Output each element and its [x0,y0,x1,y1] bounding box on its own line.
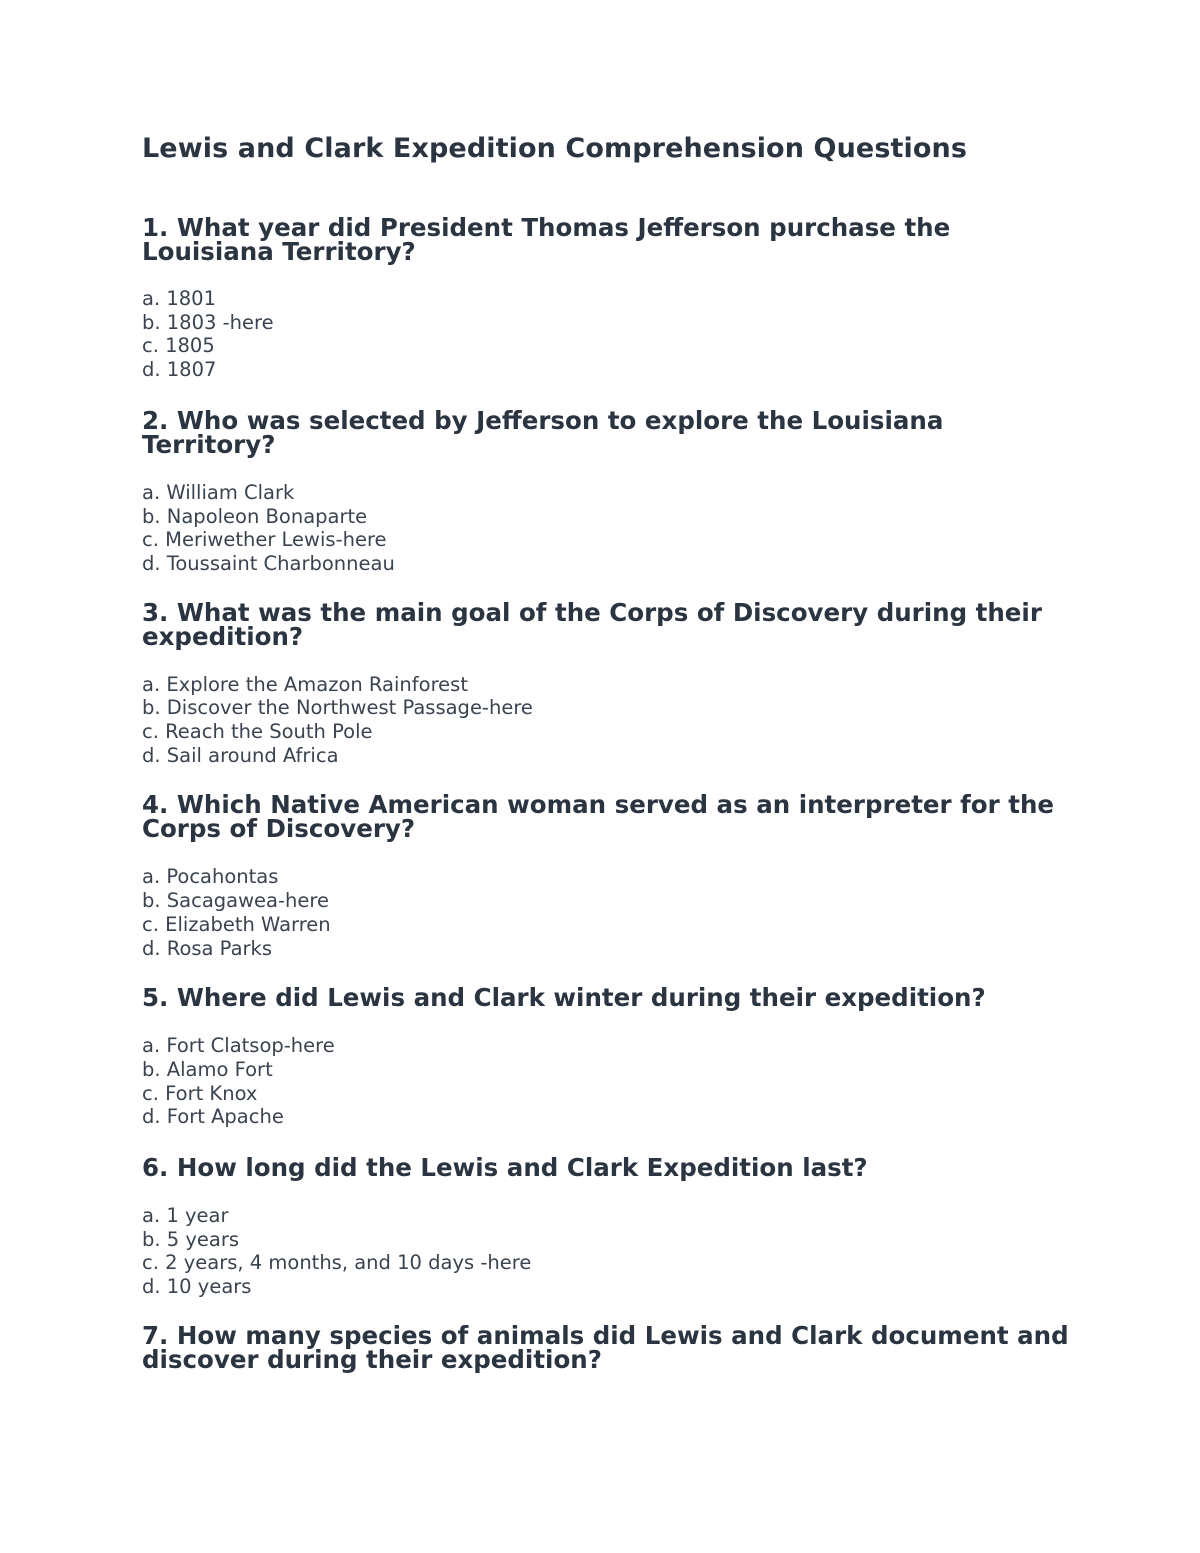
question-4 [142,790,1072,960]
answer-option-d: d. 1807 [142,358,217,382]
answer-option-d: d. Sail around Africa [142,743,339,767]
answer-option-c: c. Elizabeth Warren [142,912,331,936]
answer-option-d: d. Toussaint Charbonneau [142,551,395,575]
question-1 [142,213,1072,382]
answer-option-d: d. Rosa Parks [142,936,272,960]
answer-options [142,481,1072,576]
answer-option-a: a. Fort Clatsop-here [142,1034,335,1058]
answer-option-a: a. Pocahontas [142,865,279,889]
answer-option-b: b. Sacagawea-here [142,889,329,913]
answer-options [142,1204,1072,1299]
answer-option-b: b. Alamo Fort [142,1057,273,1081]
question-text: 6. How long did the Lewis and Clark Expedition last? [142,1153,868,1183]
answer-option-a: a. William Clark [142,480,295,504]
question-5 [142,983,1072,1129]
answer-option-b: b. 1803 -here [142,310,274,334]
answer-option-c: c. Fort Knox [142,1081,258,1105]
question-text: 4. Which Native American woman served as an interpreter for the Corps of Discovery? [142,790,1055,844]
document-page [142,131,1072,1372]
question-text: 1. What year did President Thomas Jefferson purchase the Louisiana Territory? [142,213,951,266]
answer-option-a: a. 1801 [142,287,216,310]
question-3 [142,597,1072,768]
question-text: 3. What was the main goal of the Corps of Discovery during their expedition? [142,597,1042,651]
answer-options [142,673,1072,768]
answer-options [142,287,1072,382]
answer-option-c: c. Meriwether Lewis-here [142,528,387,552]
answer-option-c: c. Reach the South Pole [142,720,373,744]
answer-option-b: b. 5 years [142,1227,240,1251]
document-title: Lewis and Clark Expedition Comprehension Questions [142,133,967,164]
question-text: 7. How many species of animals did Lewis and Clark document and discover during their expedition? [142,1320,1069,1374]
answer-option-d: d. 10 years [142,1275,252,1299]
answer-option-d: d. Fort Apache [142,1105,284,1129]
question-text: 5. Where did Lewis and Clark winter during their expedition? [142,983,986,1013]
answer-option-c: c. 2 years, 4 months, and 10 days -here [142,1251,532,1275]
answer-options [142,1034,1072,1129]
answer-option-b: b. Discover the Northwest Passage-here [142,696,533,720]
question-6 [142,1153,1072,1299]
answer-options [142,865,1072,960]
answer-option-a: a. 1 year [142,1204,229,1228]
question-text: 2. Who was selected by Jefferson to explore the Louisiana Territory? [142,405,944,459]
answer-option-b: b. Napoleon Bonaparte [142,504,368,528]
question-2 [142,405,1072,576]
question-7 [142,1320,1072,1374]
answer-option-a: a. Explore the Amazon Rainforest [142,672,468,696]
answer-option-c: c. 1805 [142,334,215,358]
